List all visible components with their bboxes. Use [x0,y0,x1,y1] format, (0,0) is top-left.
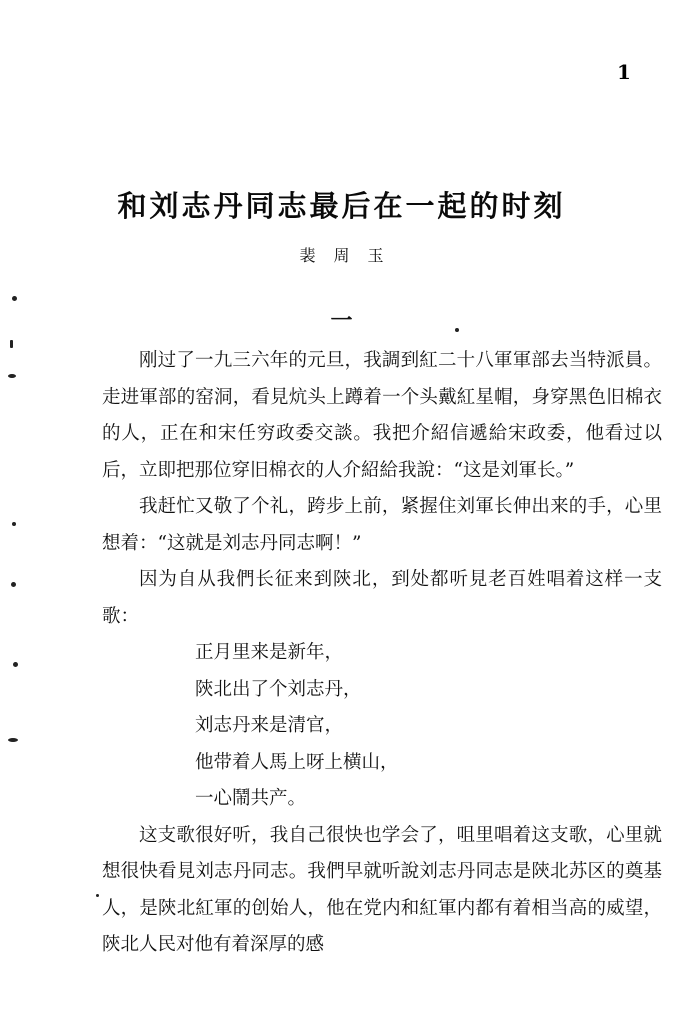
verse-line: 他带着人馬上呀上横山， [195,751,399,773]
paragraph: 刚过了一九三六年的元旦，我調到紅二十八軍軍部去当特派員。走进軍部的窑洞，看見炕头上蹲着一个头戴紅星帽，身穿黑色旧棉衣的人，正在和宋任穷政委交談。我把介紹信遞給宋政委，他看过以后，立即把那位穿旧棉衣的人介紹給我說：“这是刘軍长。” [102,350,662,481]
scan-speck [12,522,16,526]
scan-speck [11,582,16,587]
song-verse [102,635,662,818]
verse-line: 一心鬧共产。 [195,788,307,809]
paragraph: 我赶忙又敬了个礼，跨步上前，紧握住刘軍长伸出来的手，心里想着：“这就是刘志丹同志啊！” [102,496,662,554]
verse-line: 正月里来是新年， [195,642,344,663]
paragraph: 这支歌很好听，我自己很快也学会了，咀里唱着这支歌，心里就想很快看見刘志丹同志。我們早就听說刘志丹同志是陝北苏区的奠基人，是陝北紅軍的创始人，他在党内和紅軍内都有着相当高的威望，陝北人民对他有着深厚的感 [102,824,662,955]
scan-speck [8,738,18,742]
verse-line: 陝北出了个刘志丹， [195,678,362,700]
scan-speck [455,328,459,332]
scan-speck [8,374,16,378]
scan-speck [12,296,17,301]
verse-line: 刘志丹来是清官， [195,715,344,736]
scan-speck [13,662,18,667]
article-body [102,343,662,964]
scan-speck [10,340,13,348]
author-name: 裴周玉 [299,246,402,265]
page-title: 和刘志丹同志最后在一起的时刻 [117,189,566,223]
page-number: 1 [617,60,631,84]
paragraph: 因为自从我們长征来到陝北，到处都听見老百姓唱着这样一支歌： [102,569,662,627]
section-mark: 一 [330,308,353,334]
scan-speck [96,894,99,897]
